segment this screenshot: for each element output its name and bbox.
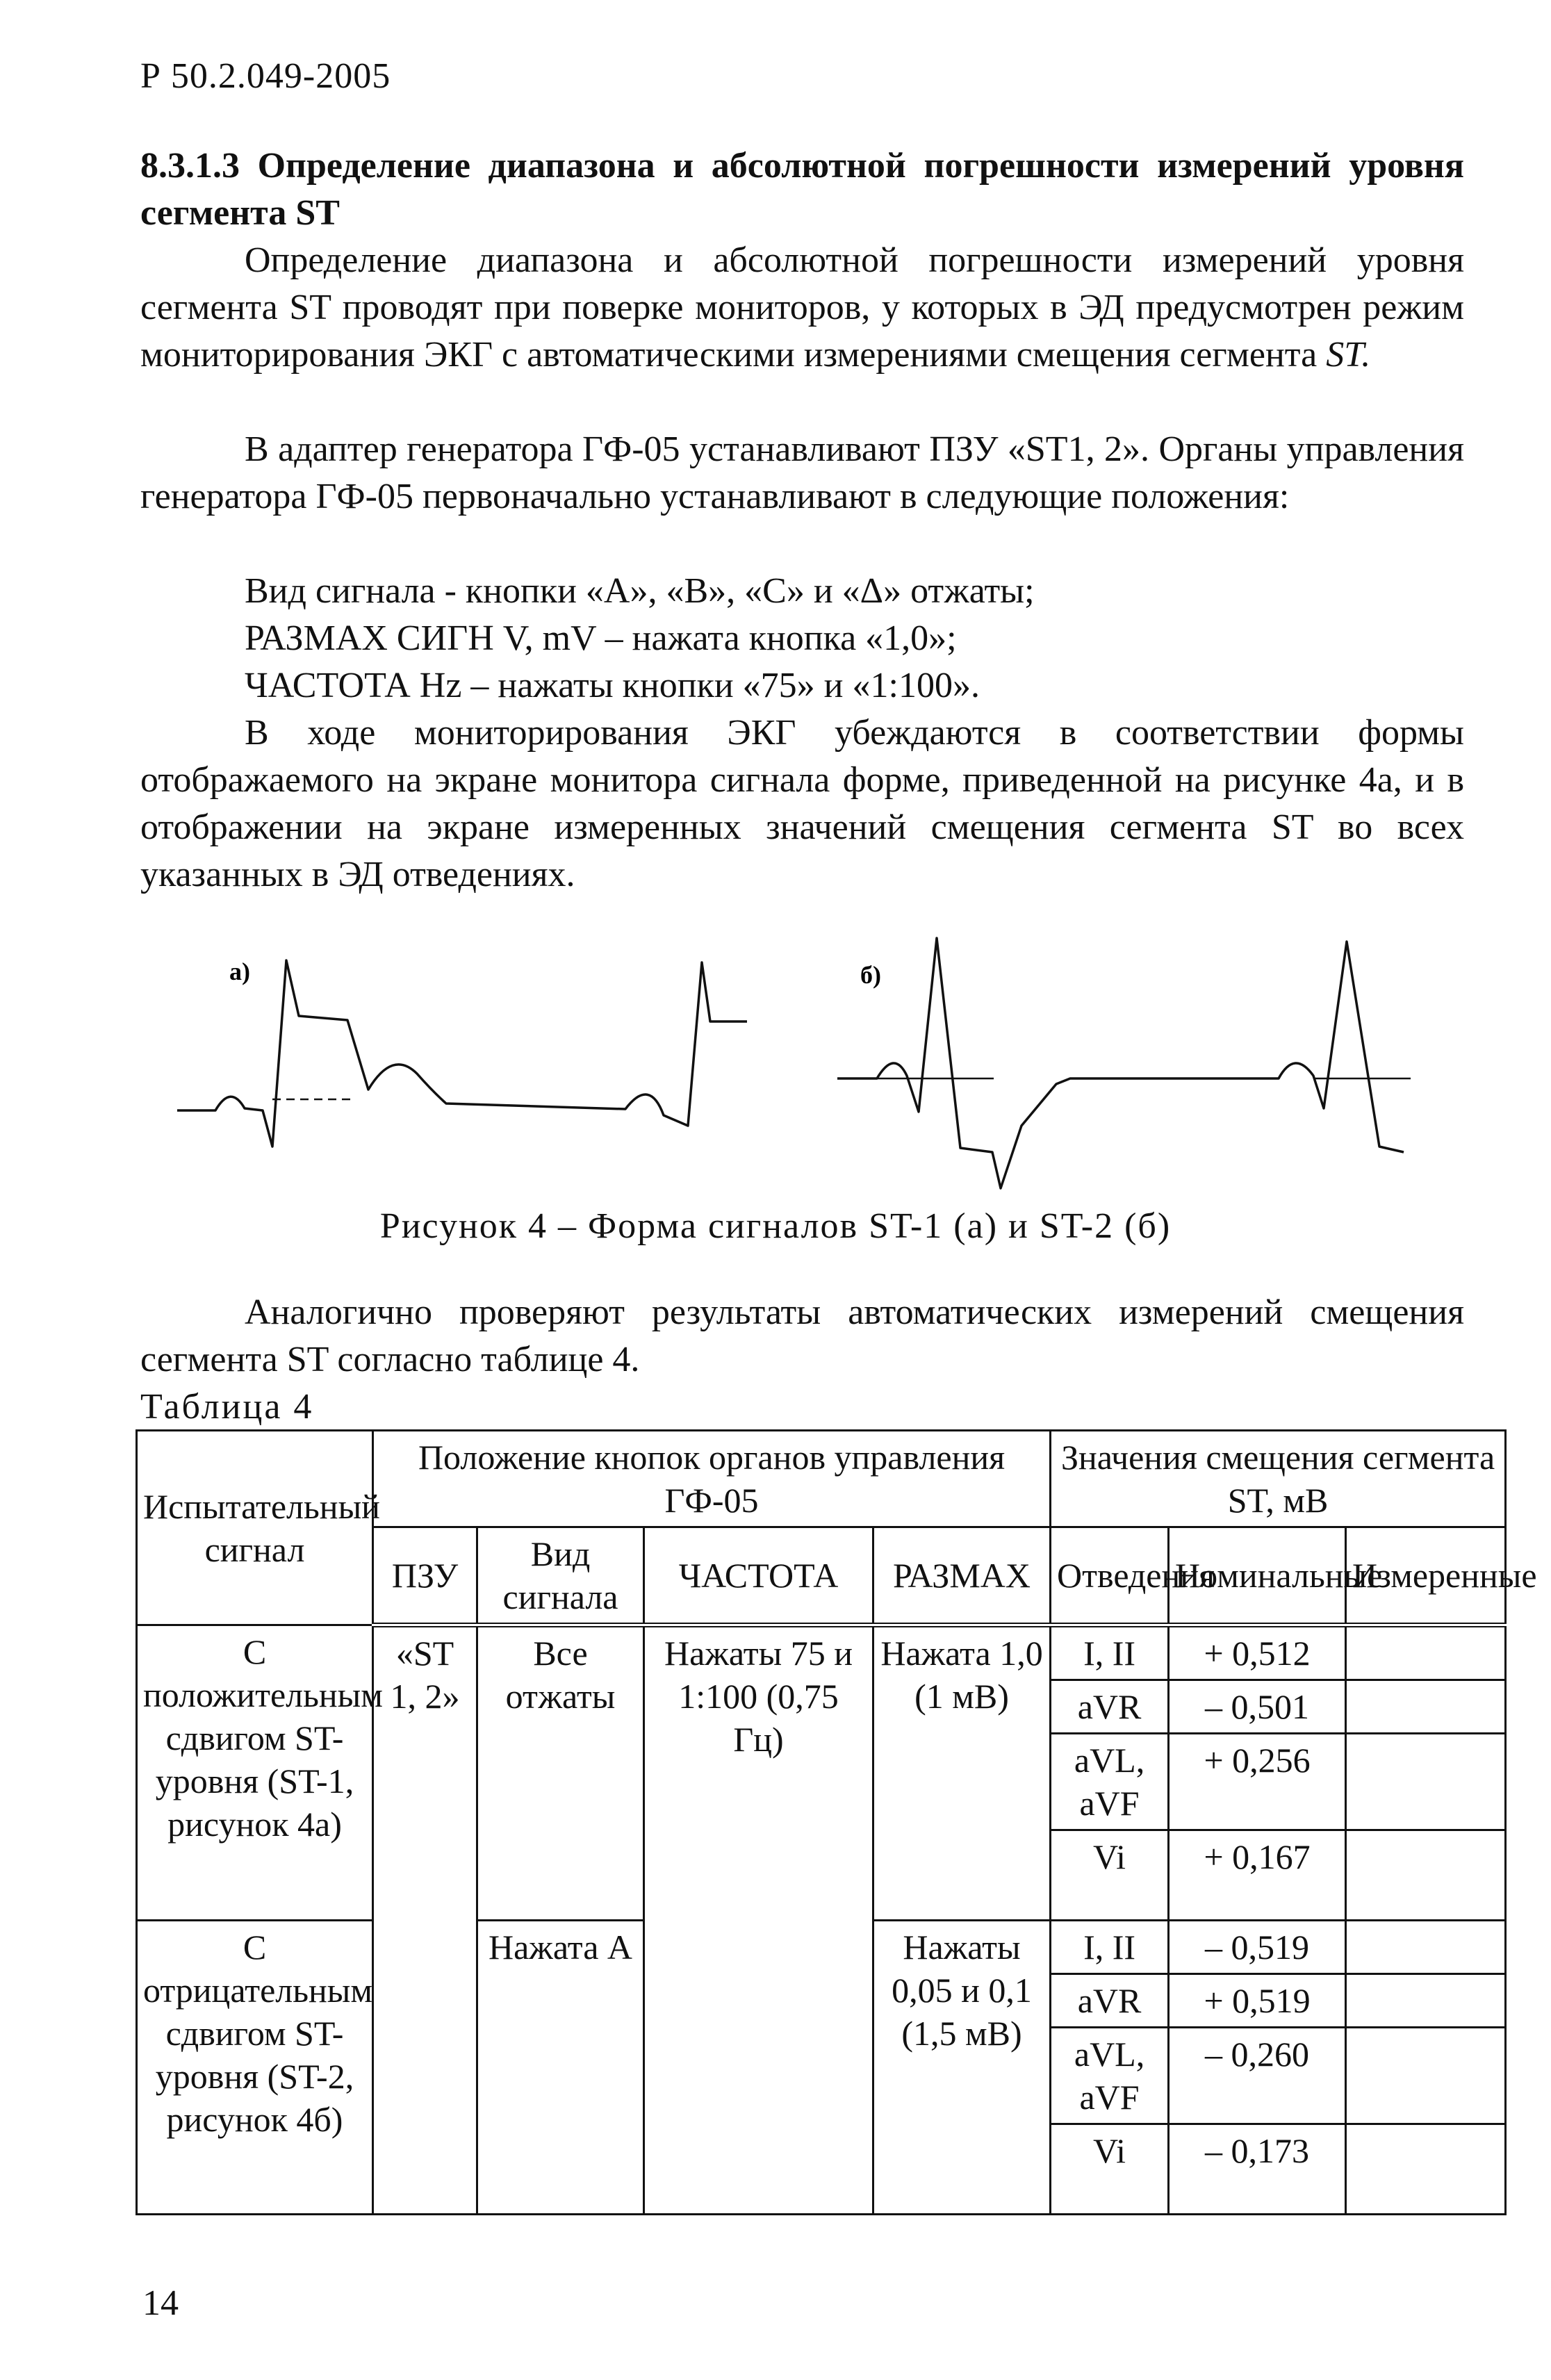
st1-wave-path [177, 960, 747, 1147]
document-code: Р 50.2.049-2005 [140, 56, 391, 96]
paragraph-2: В адаптер генератора ГФ-05 устанавливают ПЗУ «ST1, 2». Органы управления генератора ГФ-05 первоначально устанавливают в следующие положения: [140, 429, 1464, 516]
group1-signal-type: Все отжаты [477, 1625, 644, 1921]
measured-cell [1346, 1734, 1506, 1830]
header-nominal: Номинальные [1169, 1527, 1346, 1625]
page-number: 14 [142, 2283, 179, 2323]
header-lead: Отведения [1051, 1527, 1169, 1625]
lead-cell: aVR [1051, 1974, 1169, 2028]
st2-wave-path [837, 938, 1404, 1188]
table-title: Таблица 4 [140, 1387, 314, 1427]
header-measured: Измеренные [1346, 1527, 1506, 1625]
lead-cell: I, II [1051, 1921, 1169, 1974]
nominal-cell: – 0,173 [1169, 2124, 1346, 2215]
lead-cell: aVR [1051, 1680, 1169, 1734]
measured-cell [1346, 1625, 1506, 1680]
nominal-cell: + 0,519 [1169, 1974, 1346, 2028]
header-signal-type: Вид сигнала [477, 1527, 644, 1625]
figure-label-a: а) [229, 958, 250, 985]
ecg-waveform-st1 [177, 960, 747, 1147]
paragraph-4: Аналогично проверяют результаты автоматических измерений смещения сегмента ST согласно таблице 4. [140, 1292, 1464, 1379]
setting-line-amplitude: РАЗМАХ СИГН V, mV – нажата кнопка «1,0»; [245, 618, 957, 658]
frequency-cell: Нажаты 75 и 1:100 (0,75 Гц) [644, 1625, 873, 2215]
setting-line-signal-type: Вид сигнала - кнопки «А», «В», «С» и «Δ» отжаты; [245, 571, 1035, 611]
table-header-row-1 [137, 1431, 1506, 1527]
rom-cell: «ST 1, 2» [373, 1625, 477, 2215]
header-signal: Испытательный сигнал [137, 1431, 373, 1625]
paragraph-1-text: Определение диапазона и абсолютной погрешности измерений уровня сегмента ST проводят при поверке мониторов, у которых в ЭД предусмотрен режим мониторирования ЭКГ с автоматическими измерениями смещения сегмента [140, 240, 1464, 375]
nominal-cell: + 0,256 [1169, 1734, 1346, 1830]
setting-line-frequency: ЧАСТОТА Hz – нажаты кнопки «75» и «1:100». [245, 666, 980, 705]
measured-cell [1346, 1921, 1506, 1974]
paragraph-3: В ходе мониторирования ЭКГ убеждаются в соответствии формы отображаемого на экране монитора сигнала форме, приведенной на рисунке 4а, и в отображении на экране измеренных значений смещения сегмента ST во всех указанных в ЭД отведениях. [140, 713, 1464, 894]
table-row [137, 1625, 1506, 1680]
lead-cell: Vi [1051, 1830, 1169, 1921]
group2-amplitude: Нажаты 0,05 и 0,1 (1,5 мВ) [873, 1921, 1051, 2215]
section-title: 8.3.1.3 Определение диапазона и абсолютной погрешности измерений уровня сегмента ST [140, 146, 1464, 233]
nominal-cell: – 0,260 [1169, 2028, 1346, 2124]
lead-cell: Vi [1051, 2124, 1169, 2215]
header-rom: ПЗУ [373, 1527, 477, 1625]
ecg-figure [0, 917, 1551, 1195]
nominal-cell: – 0,519 [1169, 1921, 1346, 1974]
header-amplitude: РАЗМАХ [873, 1527, 1051, 1625]
measured-cell [1346, 2028, 1506, 2124]
paragraph-1 [140, 237, 1464, 379]
lead-cell: aVL, aVF [1051, 2028, 1169, 2124]
ecg-waveform-st2 [837, 938, 1411, 1188]
nominal-cell: + 0,512 [1169, 1625, 1346, 1680]
nominal-cell: – 0,501 [1169, 1680, 1346, 1734]
measured-cell [1346, 2124, 1506, 2215]
results-table [136, 1429, 1537, 2215]
group1-signal: С положительным сдвигом ST-уровня (ST-1, рисунок 4а) [137, 1625, 373, 1921]
paragraph-1-italic: ST. [1326, 335, 1371, 375]
group1-amplitude: Нажата 1,0 (1 мВ) [873, 1625, 1051, 1921]
group2-signal: С отрицательным сдвигом ST-уровня (ST-2, рисунок 4б) [137, 1921, 373, 2215]
lead-cell: aVL, aVF [1051, 1734, 1169, 1830]
lead-cell: I, II [1051, 1625, 1169, 1680]
header-values: Значения смещения сегмента ST, мВ [1051, 1431, 1506, 1527]
group2-signal-type: Нажата А [477, 1921, 644, 2215]
nominal-cell: + 0,167 [1169, 1830, 1346, 1921]
figure-label-b: б) [860, 961, 881, 989]
measured-cell [1346, 1830, 1506, 1921]
measured-cell [1346, 1974, 1506, 2028]
header-frequency: ЧАСТОТА [644, 1527, 873, 1625]
figure-caption: Рисунок 4 – Форма сигналов ST-1 (а) и ST-2 (б) [379, 1206, 1172, 1246]
header-positions: Положение кнопок органов управления ГФ-05 [373, 1431, 1051, 1527]
measured-cell [1346, 1680, 1506, 1734]
